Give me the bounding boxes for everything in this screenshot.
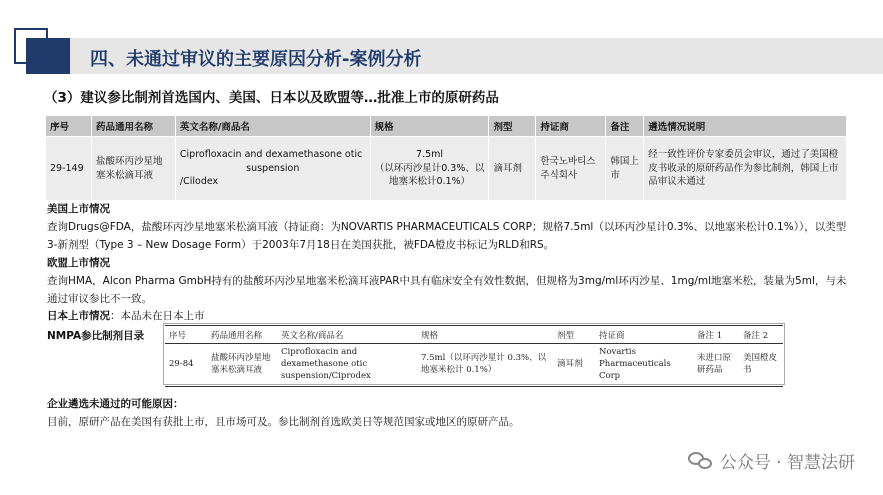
- wechat-icon: [688, 450, 714, 472]
- column-header: 序号: [46, 116, 92, 137]
- column-header: 剂型: [489, 116, 536, 137]
- nmpa-header-row: [165, 326, 783, 344]
- eu-market-section: [47, 254, 847, 308]
- enterprise-title: 企业遴选未通过的可能原因：: [47, 398, 184, 410]
- watermark: [688, 448, 855, 473]
- cell-no: 29-149: [46, 137, 92, 201]
- column-header: 英文名称/商品名: [175, 116, 370, 137]
- nmpa-cell-dosage-form: 滴耳剂: [553, 344, 595, 387]
- cell-english-name: [175, 137, 370, 201]
- spec-volume: 7.5ml: [416, 148, 444, 160]
- column-header: 遴选情况说明: [644, 116, 847, 137]
- us-market-text: 查询Drugs@FDA，盐酸环丙沙星地塞米松滴耳液（持证商：为NOVARTIS PHARMACEUTICALS CORP；规格7.5ml（以环丙沙星计0.3%、以地塞米松计0.1%）），以类型3-新剂型（Type 3 – New Dosage Form）于2003年7月18日在美国获批，被FDA橙皮书标记为RLD和RS。: [47, 221, 847, 251]
- us-market-title: 美国上市情况: [47, 203, 110, 215]
- nmpa-column-header: 药品通用名称: [207, 326, 277, 344]
- column-header: 规格: [370, 116, 489, 137]
- nmpa-row: [165, 344, 783, 387]
- nmpa-table: [165, 325, 783, 387]
- nmpa-cell-spec: 7.5ml（以环丙沙星计 0.3%、以地塞米松计 0.1%）: [417, 344, 553, 387]
- nmpa-column-header: 持证商: [595, 326, 693, 344]
- nmpa-column-header: 备注 1: [693, 326, 739, 344]
- english-name-line3: /Cilodex: [179, 176, 219, 188]
- english-name-line1: Ciprofloxacin and dexamethasone otic: [179, 148, 363, 160]
- eu-market-text: 查询HMA，Alcon Pharma GmbH持有的盐酸环丙沙星地塞米松滴耳液PAR中具有临床安全有效性数据，但规格为3mg/ml环丙沙星、1mg/ml地塞米松，装量为5ml，与未通过审议参比不一致。: [47, 275, 847, 305]
- nmpa-column-header: 英文名称/商品名: [277, 326, 417, 344]
- nmpa-cell-remark2: 美国橙皮书: [739, 344, 783, 387]
- reference-drug-table: [45, 115, 847, 201]
- enterprise-section: [47, 395, 520, 431]
- cell-generic-name: 盐酸环丙沙星地塞米松滴耳液: [91, 137, 175, 201]
- nmpa-column-header: 序号: [165, 326, 207, 344]
- cell-remark: 韩国上市: [606, 137, 644, 201]
- section-title: （3）建议参比制剂首选国内、美国、日本以及欧盟等…批准上市的原研药品: [44, 90, 499, 106]
- column-header: 持证商: [536, 116, 606, 137]
- nmpa-cell-generic-name: 盐酸环丙沙星地塞米松滴耳液: [207, 344, 277, 387]
- jp-market-title: 日本上市情况: [47, 310, 110, 322]
- nmpa-label: NMPA参比制剂目录: [47, 330, 145, 342]
- english-name-line2: suspension: [246, 162, 300, 174]
- table-header-row: [46, 116, 847, 137]
- nmpa-cell-no: 29-84: [165, 344, 207, 387]
- nmpa-cell-english-name: Ciprofloxacin and dexamethasone otic suspension/Ciprodex: [277, 344, 417, 387]
- cell-dosage-form: 滴耳剂: [489, 137, 536, 201]
- nmpa-column-header: 规格: [417, 326, 553, 344]
- jp-market-text: ：本品未在日本上市: [110, 310, 205, 322]
- column-header: 药品通用名称: [91, 116, 175, 137]
- nmpa-column-header: 剂型: [553, 326, 595, 344]
- spec-concentration: （以环丙沙星计0.3%、以地塞米松计0.1%）: [374, 162, 485, 188]
- enterprise-text: 目前，原研产品在美国有获批上市，且市场可及。参比制剂首选欧美日等规范国家或地区的原研产品。: [47, 416, 520, 428]
- watermark-text: 公众号 · 智慧法研: [719, 453, 855, 473]
- page-title: 四、未通过审议的主要原因分析-案例分析: [90, 49, 422, 70]
- cell-note: 经一致性评价专家委员会审议，通过了美国橙皮书收录的原研药品作为参比制剂，韩国上市品审议未通过: [644, 137, 847, 201]
- us-market-section: [47, 200, 847, 254]
- table-row: [46, 137, 847, 201]
- nmpa-cell-remark1: 未进口原研药品: [693, 344, 739, 387]
- nmpa-cell-holder: Novartis Pharmaceuticals Corp: [595, 344, 693, 387]
- cell-spec: [370, 137, 489, 201]
- eu-market-title: 欧盟上市情况: [47, 257, 110, 269]
- column-header: 备注: [606, 116, 644, 137]
- nmpa-column-header: 备注 2: [739, 326, 783, 344]
- header-decoration-block: [26, 38, 70, 74]
- cell-holder: 한국노바티스주식회사: [536, 137, 606, 201]
